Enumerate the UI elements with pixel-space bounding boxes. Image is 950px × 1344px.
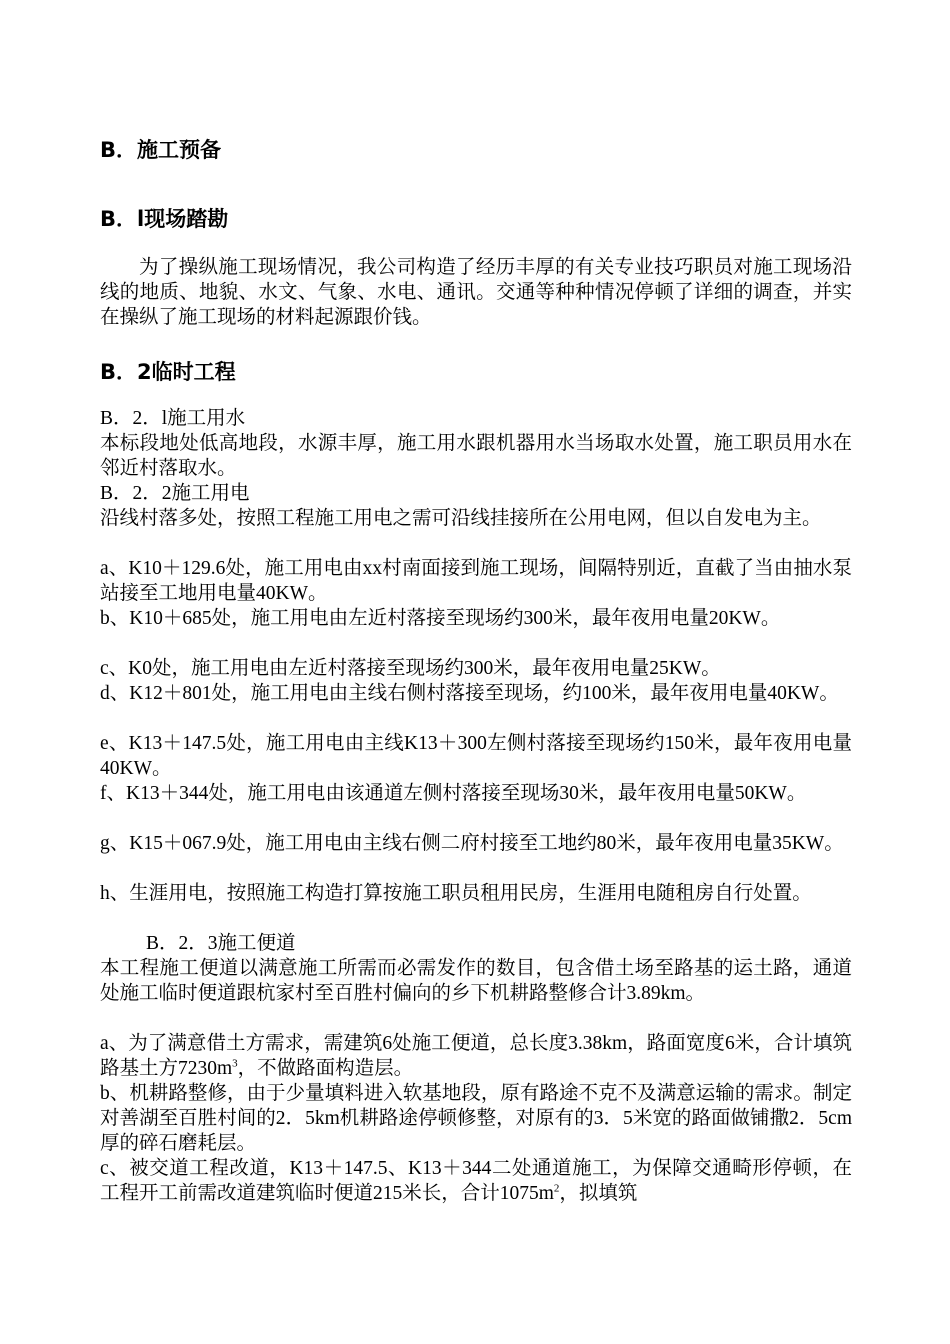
power-item-b: b、K10＋685处，施工用电由左近村落接至现场约300米，最年夜用电量20KW。 — [100, 608, 781, 629]
subheading-construction-power: B．2．2施工用电 — [100, 483, 250, 504]
road-item-b: b、机耕路整修，由于少量填料进入软基地段，原有路途不克不及满意运输的需求。制定对善湖至百胜村间的2．5km机耕路途停顿修整，对原有的3．5米宽的路面做铺撒2．5cm厚的碎石磨耗层。 — [100, 1083, 852, 1154]
superscript-square: 2 — [553, 1182, 560, 1195]
power-item-f: f、K13＋344处，施工用电由该通道左侧村落接至现场30米，最年夜用电量50KW。 — [100, 783, 807, 804]
superscript-cubic: 3 — [232, 1057, 238, 1070]
paragraph-site-survey: 为了操纵施工现场情况，我公司构造了经历丰厚的有关专业技巧职员对施工现场沿线的地质、地貌、水文、气象、水电、通讯。交通等种种情况停顿了详细的调查，并实在操纵了施工现场的材料起源跟价钱。 — [100, 257, 852, 328]
power-item-e: e、K13＋147.5处，施工用电由主线K13＋300左侧村落接至现场约150米，最年夜用电量40KW。 — [100, 733, 852, 779]
road-item-a-text: a、为了满意借土方需求，需建筑6处施工便道，总长度3.38km，路面宽度6米，合计填筑路基土方7230m — [100, 1033, 852, 1079]
power-item-h: h、生涯用电，按照施工构造打算按施工职员租用民房，生涯用电随租房自行处置。 — [100, 883, 812, 904]
road-item-c-tail: ，拟填筑 — [559, 1183, 638, 1204]
subheading-construction-water: B．2．l施工用水 — [100, 408, 246, 429]
heading-site-survey: B．l现场踏勘 — [100, 207, 229, 231]
heading-construction-prep: B．施工预备 — [100, 138, 222, 162]
power-item-g: g、K15＋067.9处，施工用电由主线右侧二府村接至工地约80米，最年夜用电量35KW。 — [100, 833, 844, 854]
power-item-c: c、K0处，施工用电由左近村落接至现场约300米，最年夜用电量25KW。 — [100, 658, 721, 679]
road-item-c-text: c、被交道工程改道，K13＋147.5、K13＋344二处通道施工，为保障交通畸形停顿，在工程开工前需改道建筑临时便道215米长，合计1075m — [100, 1158, 852, 1204]
road-item-c — [100, 1156, 852, 1206]
heading-temporary-works: B．2临时工程 — [100, 360, 236, 384]
paragraph-construction-power: 沿线村落多处，按照工程施工用电之需可沿线挂接所在公用电网，但以自发电为主。 — [100, 508, 822, 529]
subheading-construction-road: B．2．3施工便道 — [146, 933, 296, 954]
road-item-a — [100, 1031, 852, 1081]
power-item-d: d、K12＋801处，施工用电由主线右侧村落接至现场，约100米，最年夜用电量40KW。 — [100, 683, 839, 704]
road-item-a-tail: ，不做路面构造层。 — [237, 1058, 414, 1079]
paragraph-construction-road: 本工程施工便道以满意施工所需而必需发作的数目，包含借土场至路基的运土路，通道处施工临时便道跟杭家村至百胜村偏向的乡下机耕路整修合计3.89km。 — [100, 958, 852, 1004]
power-item-a: a、K10＋129.6处，施工用电由xx村南面接到施工现场，间隔特别近，直截了当由抽水泵站接至工地用电量40KW。 — [100, 558, 852, 604]
paragraph-construction-water: 本标段地处低高地段，水源丰厚，施工用水跟机器用水当场取水处置，施工职员用水在邻近村落取水。 — [100, 433, 852, 479]
